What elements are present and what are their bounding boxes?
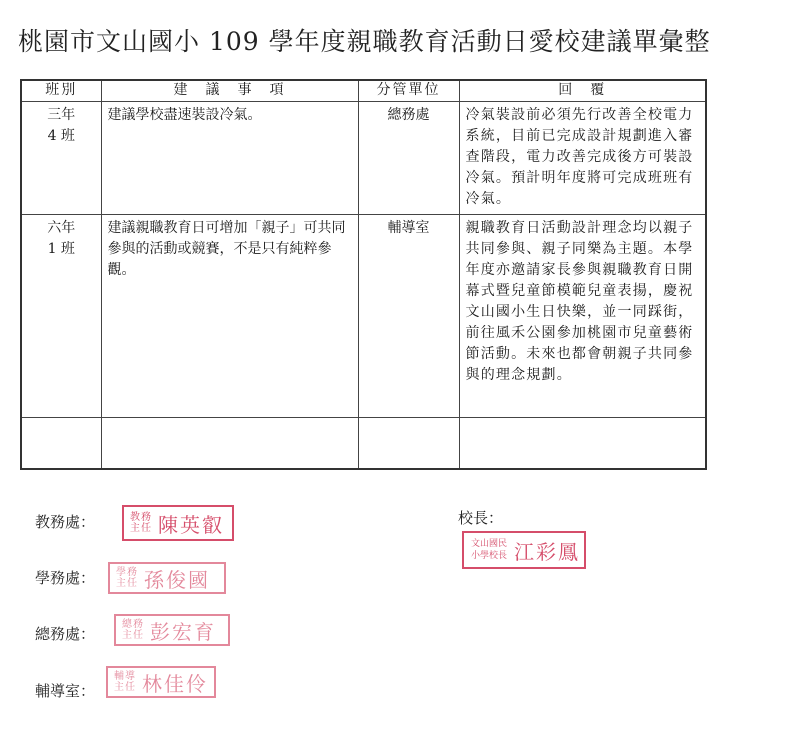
document-title: 桃園市文山國小 109 學年度親職教育活動日愛校建議單彙整 [18, 27, 711, 56]
header-unit: 分管單位 [358, 80, 459, 102]
cell-unit: 總務處 [358, 102, 459, 215]
cell-suggestion: 建議學校盡速裝設冷氣。 [101, 102, 358, 215]
cell-reply [459, 417, 706, 469]
cell-class [21, 417, 101, 469]
stamp-title: 文山國民小學校長 [470, 539, 507, 561]
counseling-stamp [106, 666, 216, 698]
table-row [21, 102, 706, 215]
stamp-title: 輔導主任 [114, 671, 136, 693]
cell-reply: 親職教育日活動設計理念均以親子共同參與、親子同樂為主題。本學年度亦邀請家長參與親職教育日開幕式暨兒童節模範兒童表揚，慶祝文山國小生日快樂，並一同踩街，前往風禾公園參加桃園市兒童藝術節活動。未來也都會朝親子共同參與的理念規劃。 [459, 214, 706, 417]
stamp-title: 總務主任 [122, 619, 144, 641]
academic-affairs-label: 教務處： [35, 513, 96, 531]
suggestion-table [20, 79, 707, 470]
stamp-name: 彭宏育 [150, 619, 216, 644]
cell-unit [358, 417, 459, 469]
table-header-row [21, 80, 706, 102]
cell-class: 六年 1 班 [21, 214, 101, 417]
header-reply: 回 覆 [459, 80, 706, 102]
principal-stamp [462, 531, 586, 569]
stamp-title: 學務主任 [116, 567, 138, 589]
table-row-empty [21, 417, 706, 469]
cell-reply: 冷氣裝設前必須先行改善全校電力系統，目前已完成設計規劃進入審查階段，電力改善完成後方可裝設冷氣。預計明年度將可完成班班有冷氣。 [459, 102, 706, 215]
cell-class: 三年 4 班 [21, 102, 101, 215]
cell-suggestion [101, 417, 358, 469]
header-suggestion: 建 議 事 項 [101, 80, 358, 102]
cell-suggestion: 建議親職教育日可增加「親子」可共同參與的活動或競賽，不是只有純粹參觀。 [101, 214, 358, 417]
stamp-name: 孫俊國 [144, 567, 210, 592]
student-affairs-stamp [108, 562, 226, 594]
academic-affairs-stamp [122, 505, 234, 541]
stamp-name: 江彩鳳 [514, 539, 580, 564]
principal-label: 校長： [458, 509, 504, 527]
stamp-title: 教務主任 [130, 512, 152, 534]
counseling-label: 輔導室： [35, 682, 96, 700]
cell-unit: 輔導室 [358, 214, 459, 417]
general-affairs-label: 總務處： [35, 625, 96, 643]
stamp-name: 林佳伶 [142, 671, 208, 696]
general-affairs-stamp [114, 614, 230, 646]
header-class: 班別 [21, 80, 101, 102]
stamp-name: 陳英叡 [158, 512, 224, 537]
table-row [21, 214, 706, 417]
student-affairs-label: 學務處： [35, 569, 96, 587]
